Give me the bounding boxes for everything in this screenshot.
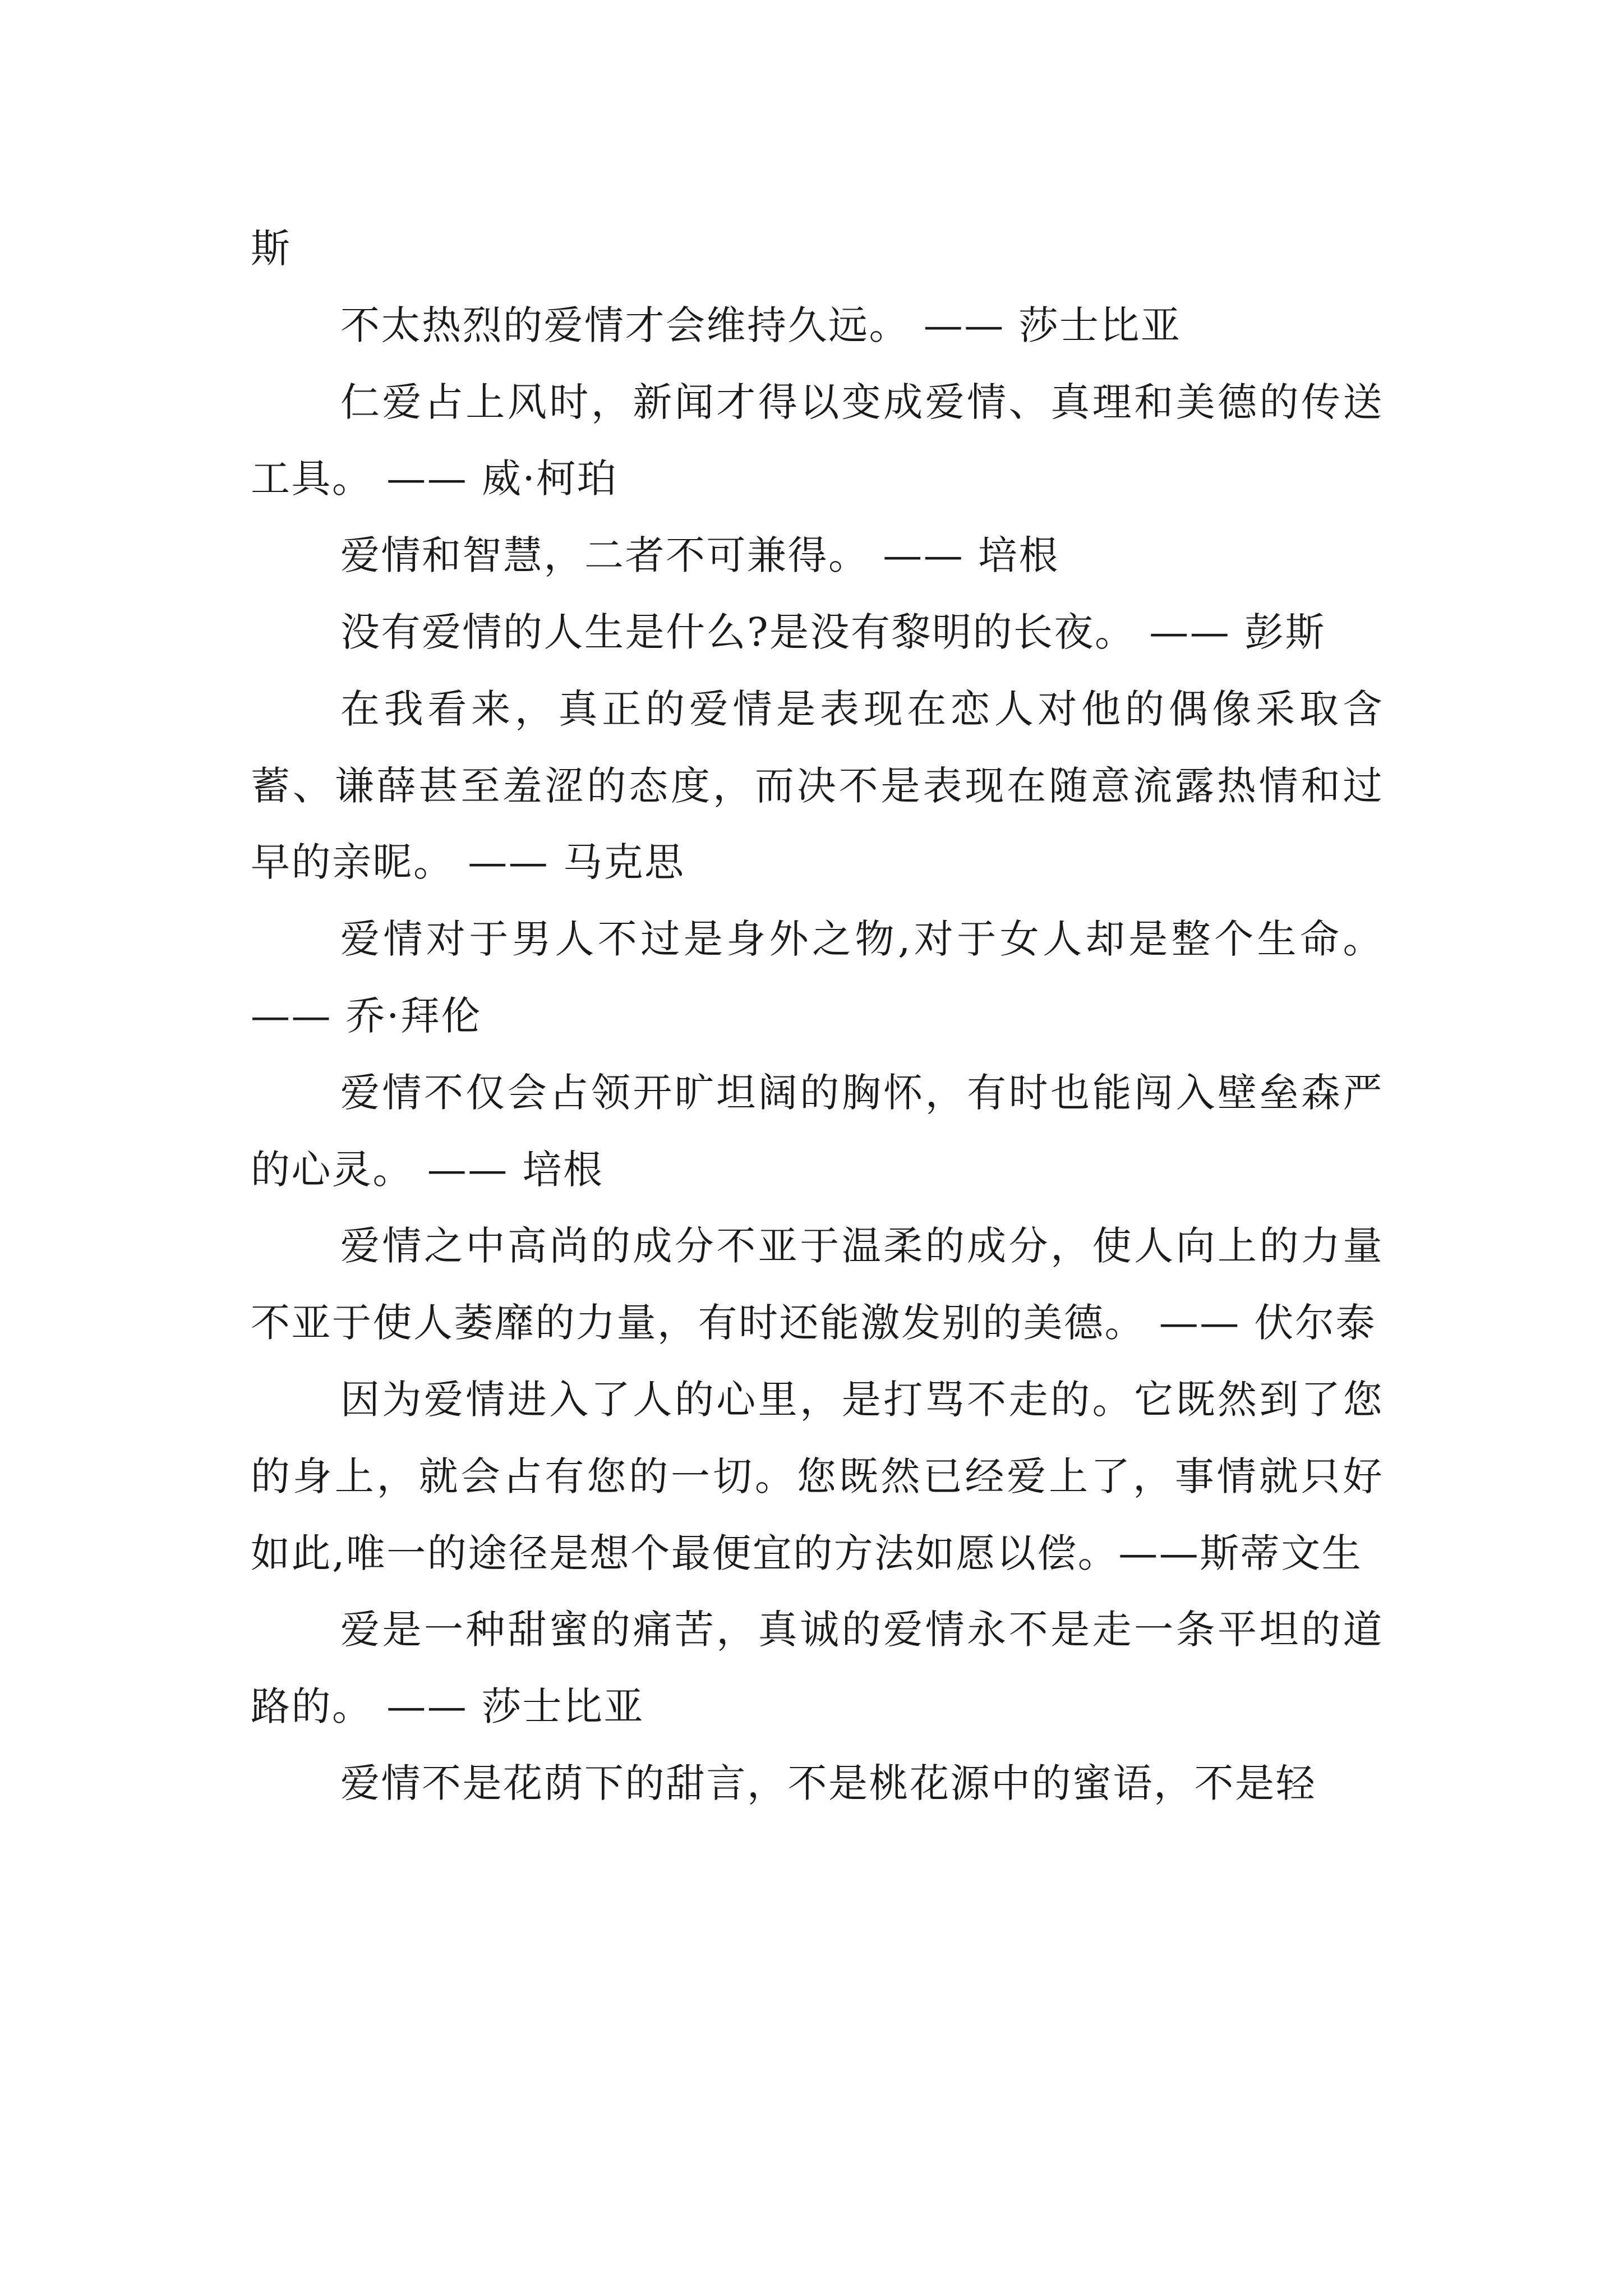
paragraph: 在我看来，真正的爱情是表现在恋人对他的偶像采取含蓄、谦薛甚至羞涩的态度，而决不是表现在随意流露热情和过早的亲昵。 —— 马克思 bbox=[251, 685, 1384, 886]
paragraph: 爱情不是花荫下的甜言，不是桃花源中的蜜语，不是轻 bbox=[340, 1760, 1316, 1806]
paragraph: 不太热烈的爱情才会维持久远。 —— 莎士比亚 bbox=[340, 302, 1182, 348]
paragraph: 因为爱情进入了人的心里，是打骂不走的。它既然到了您的身上，就会占有您的一切。您既然已经爱上了，事情就只好如此,唯一的途径是想个最便宜的方法如愿以偿。——斯蒂文生 bbox=[251, 1376, 1384, 1576]
paragraph: 爱情和智慧，二者不可兼得。 —— 培根 bbox=[340, 532, 1060, 579]
paragraph: 爱情不仅会占领开旷坦阔的胸怀，有时也能闯入壁垒森严的心灵。 —— 培根 bbox=[251, 1069, 1384, 1193]
paragraph: 斯 bbox=[251, 226, 292, 272]
paragraph: 没有爱情的人生是什么?是没有黎明的长夜。 —— 彭斯 bbox=[340, 609, 1326, 655]
body-text bbox=[251, 210, 1384, 1822]
paragraph: 爱是一种甜蜜的痛苦，真诚的爱情永不是走一条平坦的道路的。 —— 莎士比亚 bbox=[251, 1607, 1384, 1730]
paragraph: 爱情之中高尚的成分不亚于温柔的成分，使人向上的力量不亚于使人萎靡的力量，有时还能激发别的美德。 —— 伏尔泰 bbox=[251, 1223, 1384, 1346]
paragraph: 爱情对于男人不过是身外之物,对于女人却是整个生命。 —— 乔·拜伦 bbox=[251, 916, 1384, 1039]
paragraph: 仁爱占上风时，新闻才得以变成爱情、真理和美德的传送工具。 —— 威·柯珀 bbox=[251, 379, 1384, 502]
